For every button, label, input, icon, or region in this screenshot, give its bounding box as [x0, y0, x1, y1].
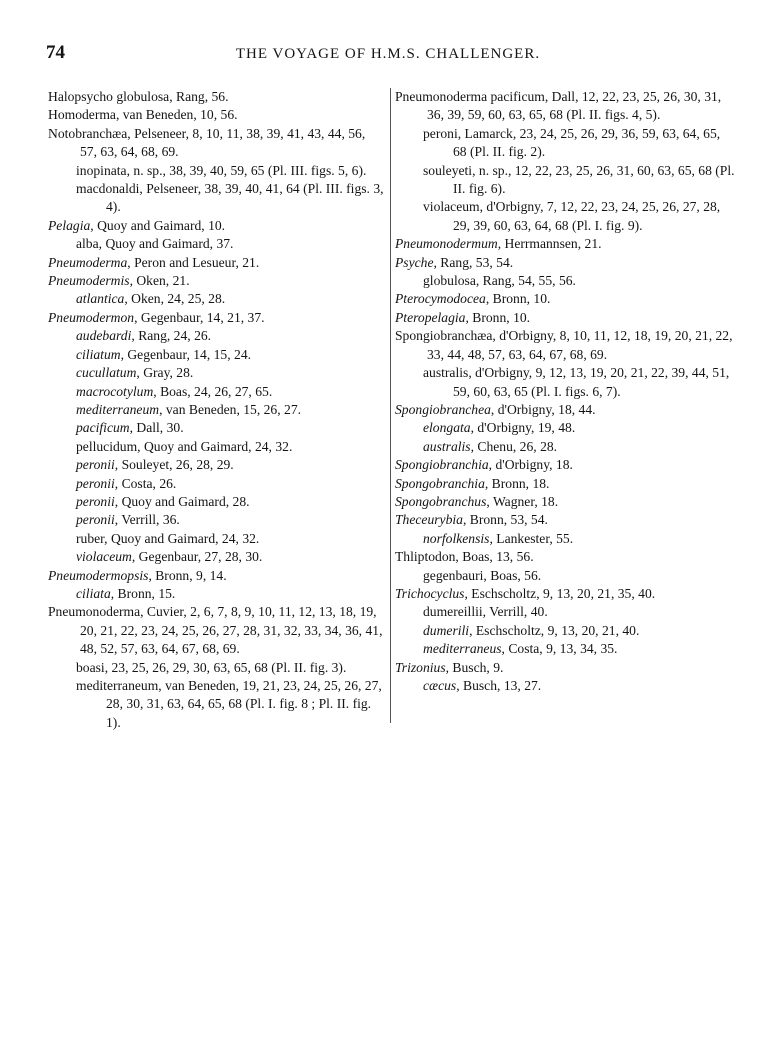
- index-entry: [48, 327, 384, 345]
- entry-references: , Bronn, 18.: [484, 475, 550, 491]
- entry-references: , Gray, 28.: [136, 365, 194, 381]
- index-entry: [48, 493, 384, 511]
- taxon-name: souleyeti: [423, 162, 473, 178]
- index-entry: [48, 125, 384, 162]
- page-header: [46, 42, 730, 68]
- entry-references: , Quoy and Gaimard, 10.: [90, 217, 226, 233]
- entry-references: , Oken, 24, 25, 28.: [124, 291, 226, 307]
- entry-references: , Gegenbaur, 27, 28, 30.: [131, 549, 263, 565]
- taxon-name: australis: [423, 365, 469, 381]
- taxon-name: Pneumodermopsis: [48, 567, 149, 583]
- taxon-name: Psyche: [395, 254, 434, 270]
- index-entry: [48, 235, 384, 253]
- index-entry: [48, 603, 384, 658]
- index-entry: [48, 548, 384, 566]
- taxon-name: cucullatum: [76, 365, 137, 381]
- taxon-name: Pneumonoderma: [48, 604, 141, 620]
- running-title: THE VOYAGE OF H.M.S. CHALLENGER.: [235, 46, 541, 62]
- entry-references: , d'Orbigny, 18, 44.: [490, 401, 596, 417]
- index-entry: [48, 254, 384, 272]
- index-entry: [48, 383, 384, 401]
- index-entry: [48, 106, 384, 124]
- taxon-name: ciliata: [76, 585, 111, 601]
- entry-references: , d'Orbigny, 8, 10, 11, 12, 18, 19, 20, 21, 22, 33, 44, 48, 57, 63, 64, 67, 68, 69.: [427, 328, 733, 362]
- index-entry: [395, 364, 737, 401]
- index-entry: [395, 401, 737, 419]
- entry-references: , van Beneden, 19, 21, 23, 24, 25, 26, 27, 28, 30, 31, 63, 64, 65, 68 (Pl. I. fig. 8 ; Pl. II. fig. 1).: [106, 678, 382, 730]
- entry-references: , Herrmannsen, 21.: [497, 236, 602, 252]
- taxon-name: atlantica: [76, 291, 125, 307]
- index-entry: [48, 88, 384, 106]
- taxon-name: dumerili: [423, 622, 470, 638]
- index-entry: [48, 272, 384, 290]
- taxon-name: Thliptodon: [395, 549, 456, 565]
- index-entry: [395, 254, 737, 272]
- entry-references: , Bronn, 10.: [485, 291, 551, 307]
- index-entry: [395, 419, 737, 437]
- index-entry: [395, 125, 737, 162]
- entry-references: , Verrill, 40.: [482, 604, 548, 620]
- entry-references: , Bronn, 10.: [465, 309, 531, 325]
- taxon-name: cæcus: [423, 678, 457, 693]
- entry-references: , Boas, 56.: [483, 567, 542, 583]
- taxon-name: Halopsycho globulosa: [48, 89, 170, 104]
- index-entry: [395, 327, 737, 364]
- taxon-name: Pneumonoderma pacificum: [395, 89, 545, 104]
- taxon-name: peronii: [76, 457, 115, 473]
- index-entry: [48, 309, 384, 327]
- taxon-name: norfolkensis: [423, 530, 490, 546]
- entry-references: , Lankester, 55.: [489, 530, 574, 546]
- taxon-name: macrocotylum: [76, 383, 154, 399]
- index-column-left: [48, 88, 384, 732]
- entry-references: , Boas, 24, 26, 27, 65.: [153, 383, 273, 399]
- entry-references: , van Beneden, 10, 56.: [115, 107, 238, 123]
- index-entry: [395, 567, 737, 585]
- taxon-name: Pneumodermon: [48, 309, 135, 325]
- entry-references: , Bronn, 15.: [110, 585, 176, 601]
- taxon-name: pellucidum: [76, 438, 138, 454]
- entry-references: , Peron and Lesueur, 21.: [127, 254, 260, 270]
- taxon-name: macdonaldi: [76, 181, 140, 197]
- taxon-name: ruber: [76, 530, 105, 546]
- taxon-name: Spongiobranchia: [395, 457, 489, 473]
- index-entry: [48, 585, 384, 603]
- page-number: 74: [46, 42, 65, 63]
- index-entry: [48, 475, 384, 493]
- index-entry: [48, 511, 384, 529]
- entry-references: , Quoy and Gaimard, 28.: [114, 493, 250, 509]
- index-entry: [395, 548, 737, 566]
- index-entry: [395, 272, 737, 290]
- index-entry: [48, 180, 384, 217]
- entry-references: , d'Orbigny, 19, 48.: [470, 420, 576, 436]
- entry-references: , Costa, 9, 13, 34, 35.: [501, 641, 618, 657]
- taxon-name: Trichocyclus: [395, 585, 465, 601]
- index-column-right: [390, 88, 737, 723]
- index-entry: [395, 309, 737, 327]
- taxon-name: Pneumonodermum: [395, 236, 498, 252]
- taxon-name: pacificum: [76, 420, 130, 436]
- taxon-name: gegenbauri: [423, 567, 484, 583]
- index-entry: [48, 162, 384, 180]
- entry-references: , Oken, 21.: [129, 273, 190, 289]
- taxon-name: mediterraneum: [76, 678, 159, 693]
- entry-references: , Gegenbaur, 14, 21, 37.: [134, 309, 265, 325]
- entry-references: , n. sp., 38, 39, 40, 59, 65 (Pl. III. figs. 5, 6).: [126, 162, 367, 178]
- entry-references: , Rang, 54, 55, 56.: [475, 273, 576, 289]
- taxon-name: peronii: [76, 493, 115, 509]
- taxon-name: Pneumodermis: [48, 273, 130, 289]
- taxon-name: ciliatum: [76, 346, 121, 362]
- taxon-name: violaceum: [76, 549, 132, 565]
- index-entry: [395, 530, 737, 548]
- index-entry: [48, 567, 384, 585]
- taxon-name: globulosa: [423, 273, 476, 289]
- taxon-name: alba: [76, 236, 99, 252]
- entry-references: , d'Orbigny, 18.: [488, 457, 573, 473]
- entry-references: , n. sp., 12, 22, 23, 25, 26, 31, 60, 63, 65, 68 (Pl. II. fig. 6).: [453, 162, 735, 197]
- entry-references: , Rang, 56.: [169, 89, 229, 104]
- entry-references: , d'Orbigny, 7, 12, 22, 23, 24, 25, 26, 27, 28, 29, 39, 60, 63, 64, 68 (Pl. I. fig. 9).: [453, 199, 721, 233]
- taxon-name: Pterocymodocea: [395, 291, 486, 307]
- entry-references: , Eschscholtz, 9, 13, 20, 21, 40.: [469, 622, 640, 638]
- index-entry: [395, 198, 737, 235]
- taxon-name: Spongiobranchea: [395, 401, 491, 417]
- entry-references: , Wagner, 18.: [486, 493, 559, 509]
- taxon-name: boasi: [76, 659, 105, 675]
- index-entry: [48, 364, 384, 382]
- index-entry: [48, 217, 384, 235]
- index-entry: [395, 162, 737, 199]
- taxon-name: Pteropelagia: [395, 309, 466, 325]
- taxon-name: Theceurybia: [395, 512, 463, 528]
- index-entry: [48, 419, 384, 437]
- entry-references: , Boas, 13, 56.: [455, 549, 534, 565]
- index-entry: [395, 438, 737, 456]
- taxon-name: peronii: [76, 512, 115, 528]
- index-entry: [395, 511, 737, 529]
- entry-references: , Dall, 30.: [129, 420, 184, 436]
- taxon-name: elongata: [423, 420, 471, 436]
- entry-references: , Busch, 9.: [445, 659, 504, 675]
- entry-references: , Chenu, 26, 28.: [470, 438, 558, 454]
- entry-references: , Verrill, 36.: [114, 512, 180, 528]
- index-entry: [395, 640, 737, 658]
- entry-references: , 23, 25, 26, 29, 30, 63, 65, 68 (Pl. II. fig. 3).: [104, 659, 347, 675]
- index-entry: [48, 530, 384, 548]
- taxon-name: Trizonius: [395, 659, 446, 675]
- taxon-name: Spongobranchus: [395, 493, 487, 509]
- entry-references: , Lamarck, 23, 24, 25, 26, 29, 36, 59, 63, 64, 65, 68 (Pl. II. fig. 2).: [453, 125, 721, 160]
- entry-references: , Quoy and Gaimard, 24, 32.: [104, 530, 260, 546]
- index-entry: [395, 290, 737, 308]
- index-entry: [48, 346, 384, 364]
- index-entry: [48, 659, 384, 677]
- entry-references: , Rang, 53, 54.: [433, 254, 514, 270]
- entry-references: , Dall, 12, 22, 23, 25, 26, 30, 31, 36, 39, 59, 60, 63, 65, 68 (Pl. II. figs. 4, 5).: [427, 89, 722, 123]
- index-entry: [48, 290, 384, 308]
- index-entry: [395, 456, 737, 474]
- entry-references: , Costa, 26.: [114, 475, 177, 491]
- entry-references: , Quoy and Gaimard, 24, 32.: [137, 438, 293, 454]
- entry-references: , Souleyet, 26, 28, 29.: [114, 457, 234, 473]
- index-entry: [48, 401, 384, 419]
- entry-references: , Bronn, 9, 14.: [148, 567, 227, 583]
- entry-references: , Pelseneer, 8, 10, 11, 38, 39, 41, 43, 44, 56, 57, 63, 64, 68, 69.: [80, 125, 366, 160]
- taxon-name: Notobranchæa: [48, 125, 128, 141]
- taxon-name: Spongobranchia: [395, 475, 485, 491]
- entry-references: , Pelseneer, 38, 39, 40, 41, 64 (Pl. III. figs. 3, 4).: [106, 181, 384, 215]
- index-entry: [395, 603, 737, 621]
- entry-references: , d'Orbigny, 9, 12, 13, 19, 20, 21, 22, 39, 44, 51, 59, 60, 63, 65 (Pl. I. figs. 6, 7).: [453, 365, 730, 399]
- taxon-name: Homoderma: [48, 107, 116, 123]
- taxon-name: peroni: [423, 125, 458, 141]
- entry-references: , Busch, 13, 27.: [456, 678, 542, 693]
- entry-references: , Gegenbaur, 14, 15, 24.: [120, 346, 252, 362]
- entry-references: , Cuvier, 2, 6, 7, 8, 9, 10, 11, 12, 13, 18, 19, 20, 21, 22, 23, 24, 25, 26, 27, 28, 31, 32, 33, 34, 36, 41, 48, 52, 57, 63, 64, 67, 68, 69.: [80, 604, 383, 657]
- index-entry: [395, 235, 737, 253]
- taxon-name: mediterraneum: [76, 401, 160, 417]
- index-entry: [395, 659, 737, 677]
- index-entry: [395, 88, 737, 125]
- taxon-name: dumereillii: [423, 604, 483, 620]
- index-entry: [395, 622, 737, 640]
- taxon-name: Spongiobranchæa: [395, 328, 493, 344]
- taxon-name: Pneumoderma: [48, 254, 128, 270]
- index-entry: [395, 493, 737, 511]
- index-entry: [48, 677, 384, 732]
- taxon-name: australis: [423, 438, 471, 454]
- taxon-name: peronii: [76, 475, 115, 491]
- index-entry: [395, 585, 737, 603]
- entry-references: , van Beneden, 15, 26, 27.: [159, 401, 302, 417]
- index-entry: [395, 677, 737, 695]
- taxon-name: mediterraneus: [423, 641, 502, 657]
- taxon-name: inopinata: [76, 162, 127, 178]
- taxon-name: Pelagia: [48, 217, 91, 233]
- entry-references: , Eschscholtz, 9, 13, 20, 21, 35, 40.: [464, 585, 656, 601]
- taxon-name: audebardi: [76, 328, 132, 344]
- index-entry: [48, 438, 384, 456]
- entry-references: , Rang, 24, 26.: [131, 328, 212, 344]
- taxon-name: violaceum: [423, 199, 480, 215]
- entry-references: , Bronn, 53, 54.: [462, 512, 548, 528]
- index-entry: [395, 475, 737, 493]
- index-entry: [48, 456, 384, 474]
- entry-references: , Quoy and Gaimard, 37.: [98, 236, 234, 252]
